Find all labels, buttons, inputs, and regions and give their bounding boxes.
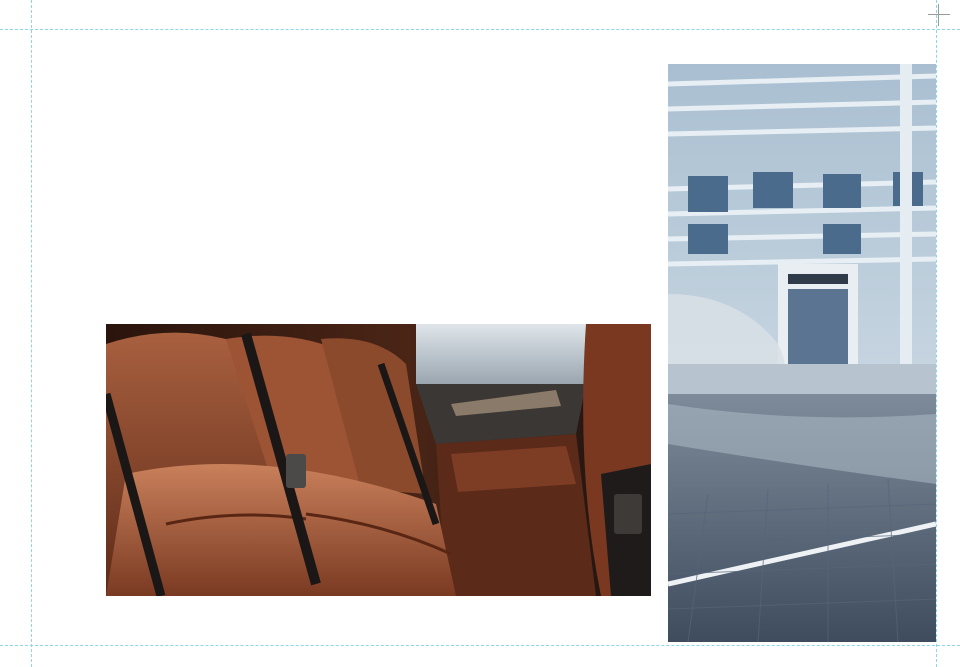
left-text-column (106, 158, 356, 170)
rear-seat-interior-photo (106, 324, 651, 596)
color-calibration-strip-left (8, 0, 18, 667)
street-building-photo (668, 64, 936, 642)
guide-line (0, 29, 960, 30)
guide-line (0, 645, 960, 646)
building-street-illustration (668, 64, 936, 642)
guide-line (936, 0, 937, 667)
rear-seat-illustration (106, 324, 651, 596)
crosshair-registration-icon (928, 4, 950, 26)
guide-line (31, 0, 32, 667)
